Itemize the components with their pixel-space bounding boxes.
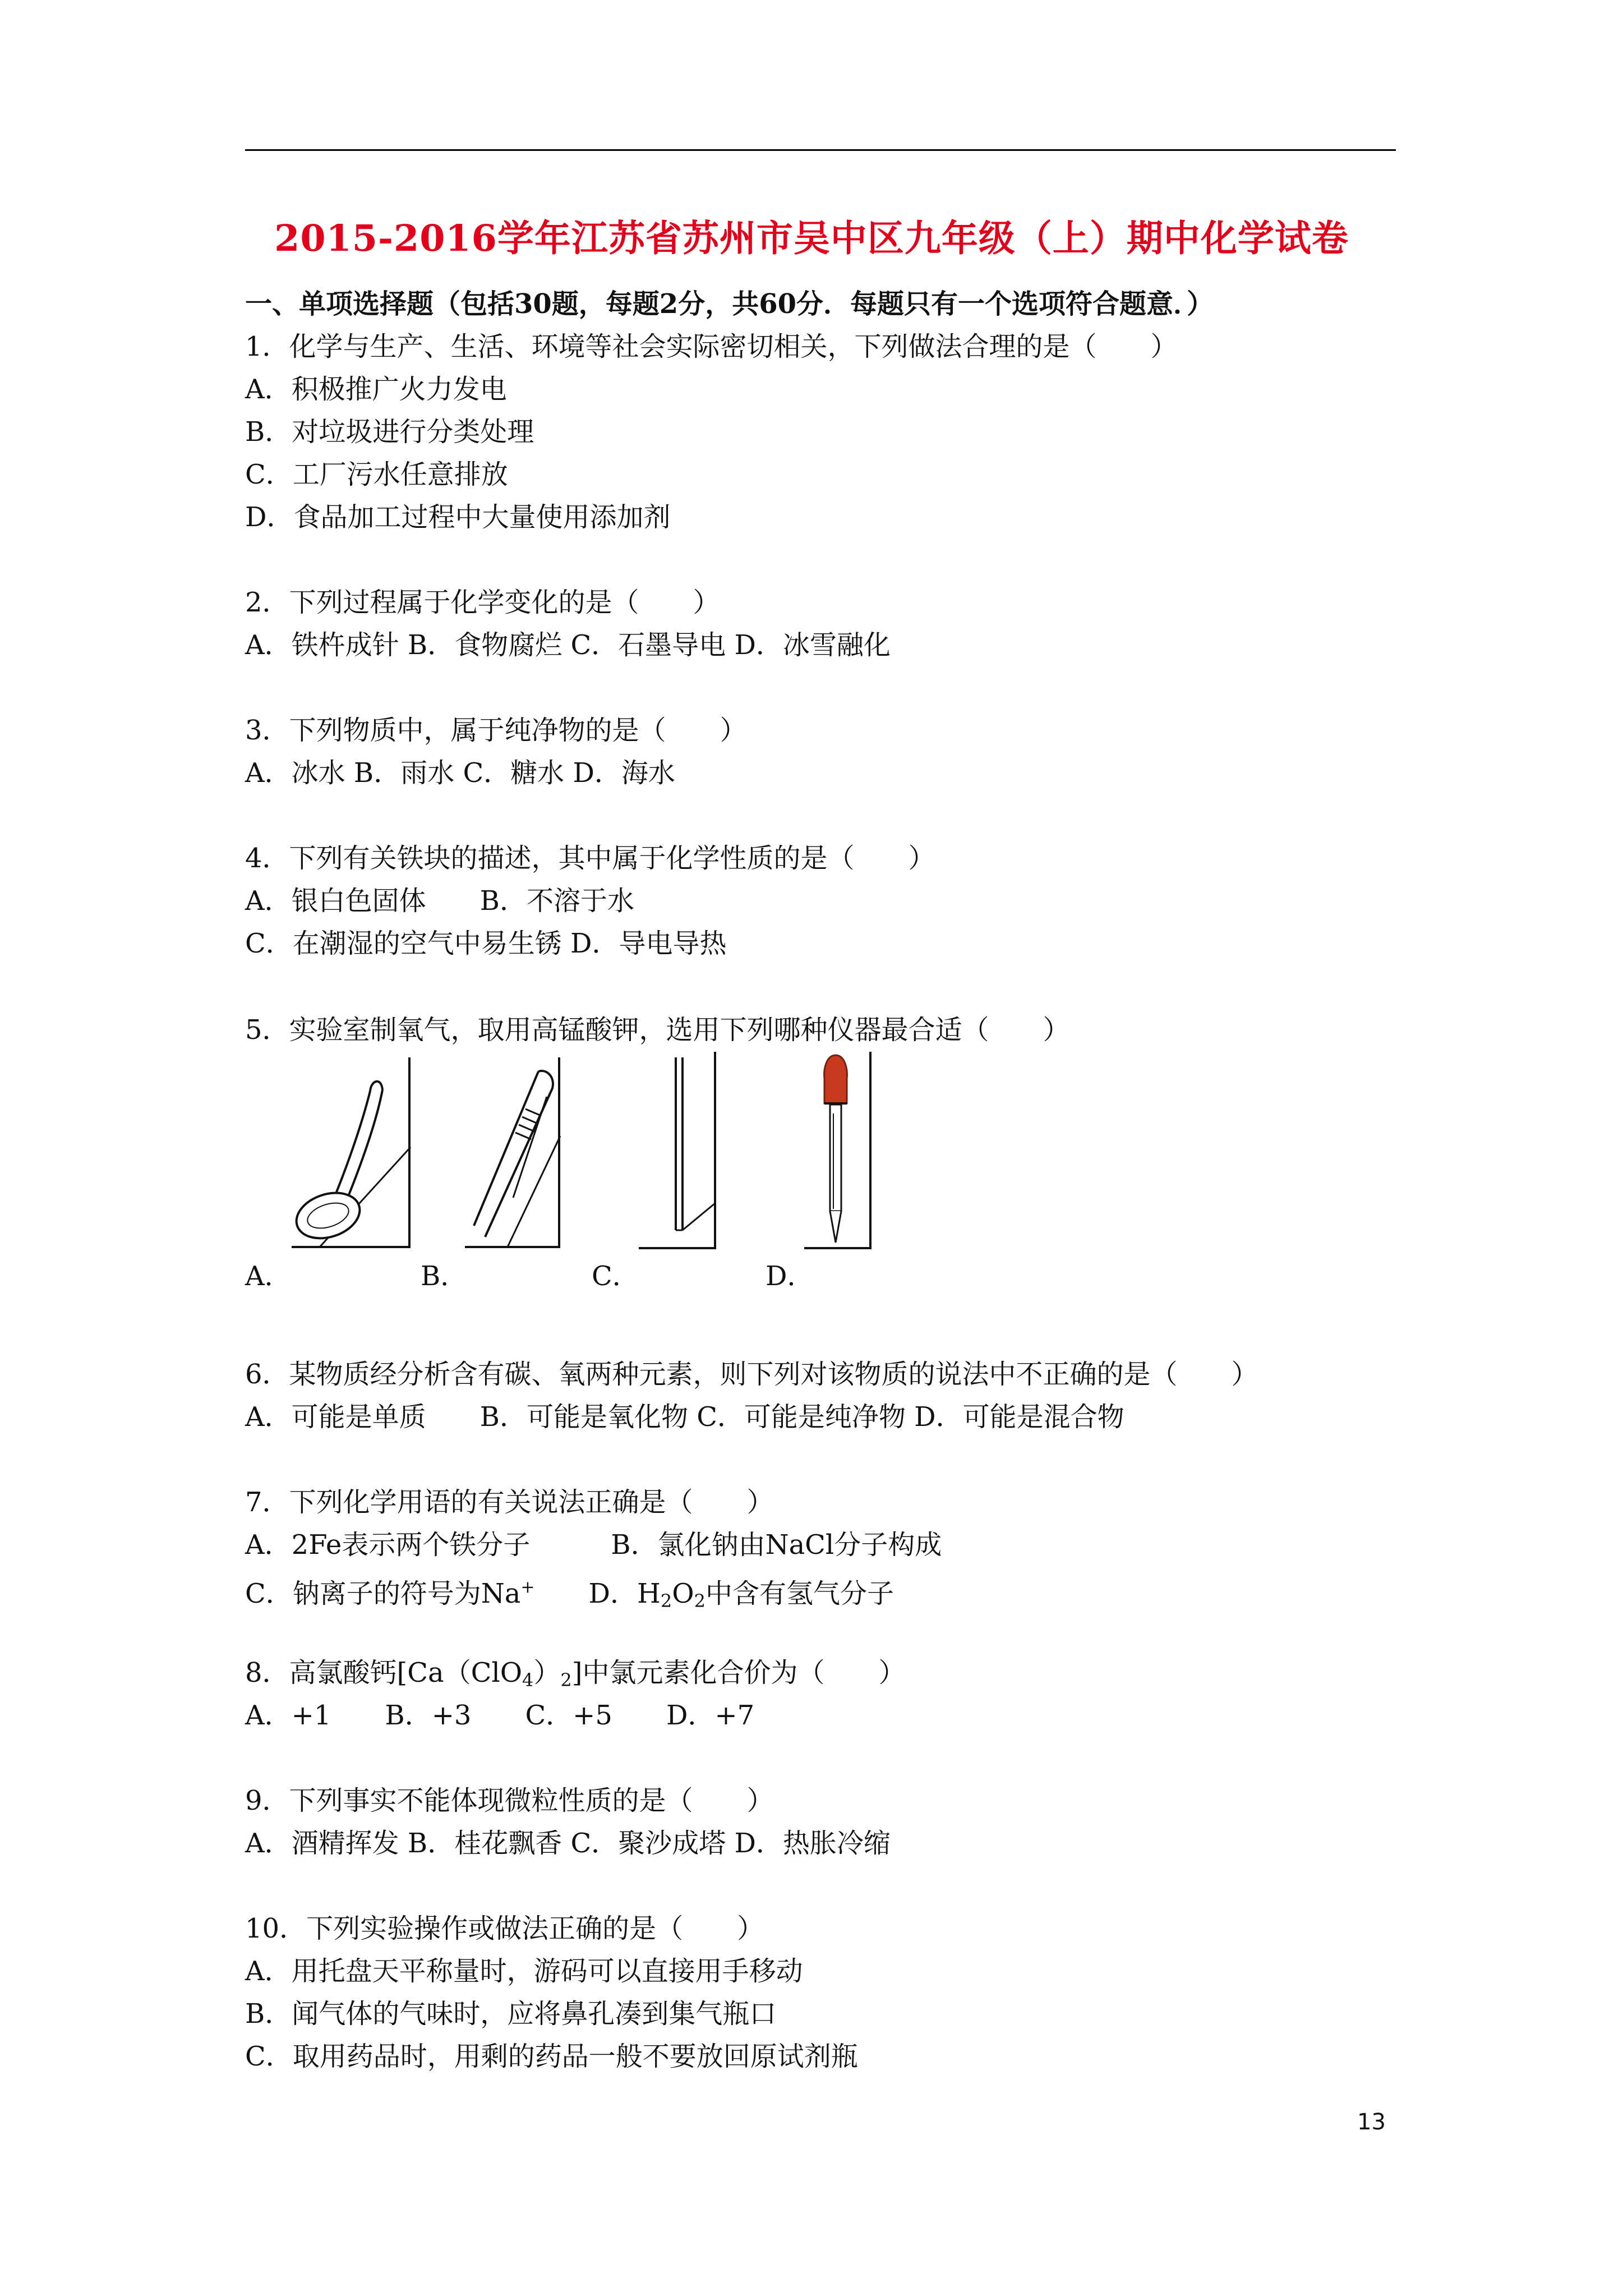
- group-subscript: 2: [560, 1669, 572, 1691]
- question-9-stem: 9．下列事实不能体现微粒性质的是（ ）: [245, 1785, 774, 1816]
- question-3-options: A．冰水 B．雨水 C．糖水 D．海水: [245, 757, 675, 789]
- question-4-options-line-2: C．在潮湿的空气中易生锈 D．导电导热: [245, 928, 727, 959]
- question-5-label-c: C．: [592, 1260, 639, 1292]
- question-10-stem: 10．下列实验操作或做法正确的是（ ）: [245, 1913, 764, 1944]
- question-3-stem: 3．下列物质中，属于纯净物的是（ ）: [245, 715, 747, 746]
- question-1-option-a: A．积极推广火力发电: [245, 374, 507, 405]
- dropper-icon: [802, 1052, 875, 1251]
- tweezers-icon: [463, 1057, 564, 1248]
- question-8-options: A．+1 B．+3 C．+5 D．+7: [245, 1700, 755, 1731]
- page-number: 13: [1357, 2109, 1386, 2135]
- exam-title: 2015-2016学年江苏省苏州市吴中区九年级（上）期中化学试卷: [274, 217, 1349, 260]
- question-5-label-d: D．: [766, 1260, 814, 1292]
- question-2-stem: 2．下列过程属于化学变化的是（ ）: [245, 587, 720, 618]
- glass-rod-icon: [637, 1052, 721, 1251]
- question-5-stem: 5．实验室制氧气，取用高锰酸钾，选用下列哪种仪器最合适（ ）: [245, 1014, 1070, 1046]
- question-1-stem: 1．化学与生产、生活、环境等社会实际密切相关，下列做法合理的是（ ）: [245, 331, 1178, 362]
- question-6-options: A．可能是单质 B．可能是氧化物 C．可能是纯净物 D．可能是混合物: [245, 1401, 1124, 1433]
- question-5-label-b: B．: [421, 1260, 468, 1292]
- question-7-options-line-2: [245, 1571, 894, 1618]
- question-10-option-b: B．闻气体的气味时，应将鼻孔凑到集气瓶口: [245, 1998, 777, 2030]
- hydrogen-subscript: 2: [660, 1590, 672, 1612]
- stem-part-2: ）: [533, 1657, 561, 1688]
- oxygen-subscript: 2: [694, 1590, 706, 1612]
- question-1-option-c: C．工厂污水任意排放: [245, 459, 508, 490]
- stem-part-1: 8．高氯酸钙[Ca（ClO: [245, 1657, 523, 1688]
- question-4-stem: 4．下列有关铁块的描述，其中属于化学性质的是（ ）: [245, 843, 935, 874]
- question-6-stem: 6．某物质经分析含有碳、氧两种元素，则下列对该物质的说法中不正确的是（ ）: [245, 1359, 1258, 1390]
- question-10-option-c: C．取用药品时，用剩的药品一般不要放回原试剂瓶: [245, 2041, 858, 2072]
- medicine-spoon-icon: [286, 1057, 415, 1248]
- option-c-text: C．钠离子的符号为Na: [245, 1578, 521, 1609]
- sodium-charge-superscript: +: [520, 1577, 535, 1597]
- question-1-option-b: B．对垃圾进行分类处理: [245, 416, 534, 448]
- option-d-text: D．H: [534, 1578, 661, 1609]
- oxygen-symbol: O: [672, 1578, 694, 1609]
- stem-part-3: ]中氯元素化合价为（ ）: [571, 1657, 906, 1688]
- question-8-stem: [245, 1656, 906, 1697]
- question-4-options-line-1: A．银白色固体 B．不溶于水: [245, 885, 634, 917]
- question-5-label-a: A．: [245, 1260, 292, 1292]
- section-heading: 一、单项选择题（包括30题，每题2分，共60分．每题只有一个选项符合题意．）: [245, 288, 1214, 320]
- option-d-tail: 中含有氢气分子: [705, 1578, 894, 1609]
- perchlorate-subscript: 4: [522, 1669, 534, 1691]
- question-1-option-d: D．食品加工过程中大量使用添加剂: [245, 501, 671, 533]
- question-7-options-line-1: A．2Fe表示两个铁分子 B．氯化钠由NaCl分子构成: [245, 1529, 942, 1561]
- question-10-option-a: A．用托盘天平称量时，游码可以直接用手移动: [245, 1955, 803, 1987]
- question-2-options: A．铁杵成针 B．食物腐烂 C．石墨导电 D．冰雪融化: [245, 629, 891, 661]
- question-7-stem: 7．下列化学用语的有关说法正确是（ ）: [245, 1487, 774, 1518]
- header-rule: [245, 149, 1396, 151]
- question-9-options: A．酒精挥发 B．桂花飘香 C．聚沙成塔 D．热胀冷缩: [245, 1828, 891, 1859]
